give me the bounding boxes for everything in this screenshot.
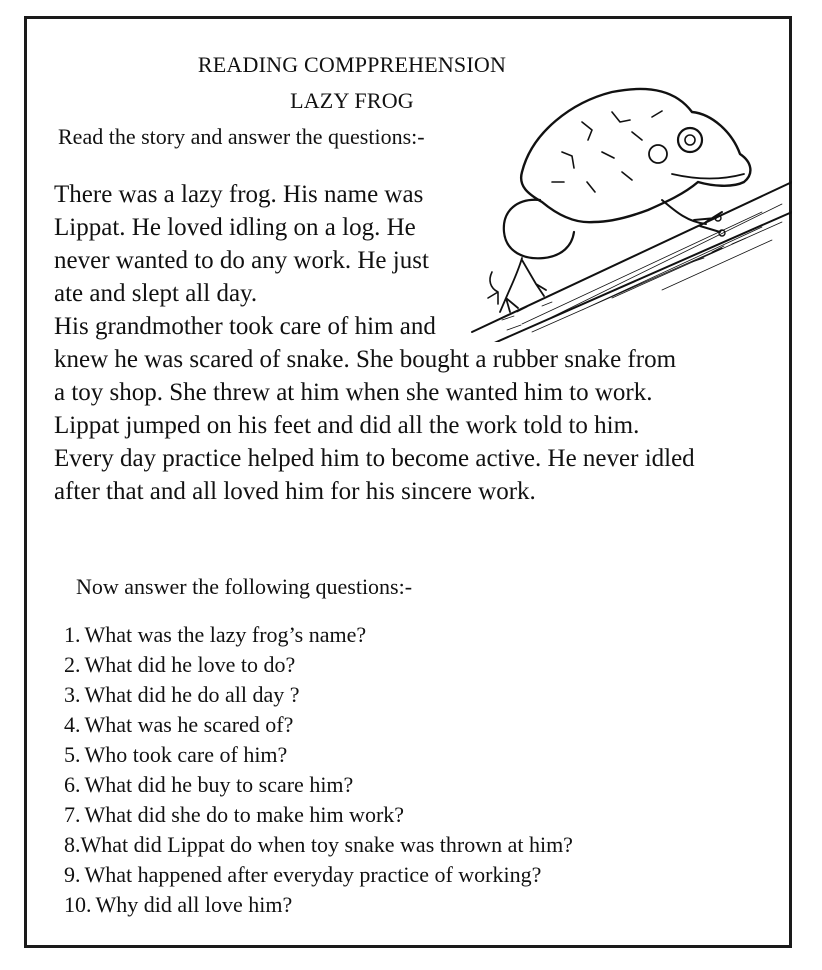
story-paragraph (54, 178, 766, 508)
question-number: 6. (64, 772, 81, 797)
instruction-text: Read the story and answer the questions:- (58, 124, 425, 149)
story-line: a toy shop. She threw at him when she wanted him to work. (54, 379, 653, 406)
question-item (64, 800, 573, 830)
question-text: What did he love to do? (84, 652, 296, 677)
story-line: Lippat jumped on his feet and did all the work told to him. (54, 412, 640, 439)
story-line: never wanted to do any work. He just (54, 247, 429, 274)
question-number: 4. (64, 712, 81, 737)
story-title: LAZY FROG (290, 88, 414, 113)
question-text: What did he do all day ? (84, 682, 300, 707)
story-line: There was a lazy frog. His name was (54, 181, 424, 208)
question-number: 3. (64, 682, 81, 707)
story-line: Lippat. He loved idling on a log. He (54, 214, 416, 241)
question-number: 2. (64, 652, 81, 677)
questions-heading: Now answer the following questions:- (76, 574, 413, 599)
question-item (64, 890, 573, 920)
story-line: after that and all loved him for his sincere work. (54, 478, 536, 505)
worksheet-title: READING COMPPREHENSION (197, 52, 507, 77)
question-text: What happened after everyday practice of working? (84, 862, 542, 887)
question-text: Why did all love him? (95, 892, 293, 917)
question-number: 8. (64, 832, 81, 857)
question-text: What did Lippat do when toy snake was thrown at him? (80, 832, 573, 857)
question-item (64, 860, 573, 890)
question-number: 5. (64, 742, 81, 767)
question-item (64, 710, 573, 740)
question-item (64, 830, 573, 860)
question-text: What did she do to make him work? (84, 802, 405, 827)
question-number: 7. (64, 802, 81, 827)
question-item (64, 650, 573, 680)
questions-list (64, 620, 573, 920)
question-text: What was the lazy frog’s name? (84, 622, 367, 647)
question-text: What did he buy to scare him? (84, 772, 354, 797)
story-line: knew he was scared of snake. She bought a rubber snake from (54, 346, 677, 373)
question-item (64, 680, 573, 710)
story-line: Every day practice helped him to become active. He never idled (54, 445, 695, 472)
question-text: Who took care of him? (84, 742, 288, 767)
question-number: 9. (64, 862, 81, 887)
story-line: His grandmother took care of him and (54, 313, 436, 340)
question-text: What was he scared of? (84, 712, 294, 737)
question-number: 10. (64, 892, 92, 917)
question-item (64, 620, 573, 650)
question-number: 1. (64, 622, 81, 647)
question-item (64, 770, 573, 800)
question-item (64, 740, 573, 770)
story-line: ate and slept all day. (54, 280, 258, 307)
